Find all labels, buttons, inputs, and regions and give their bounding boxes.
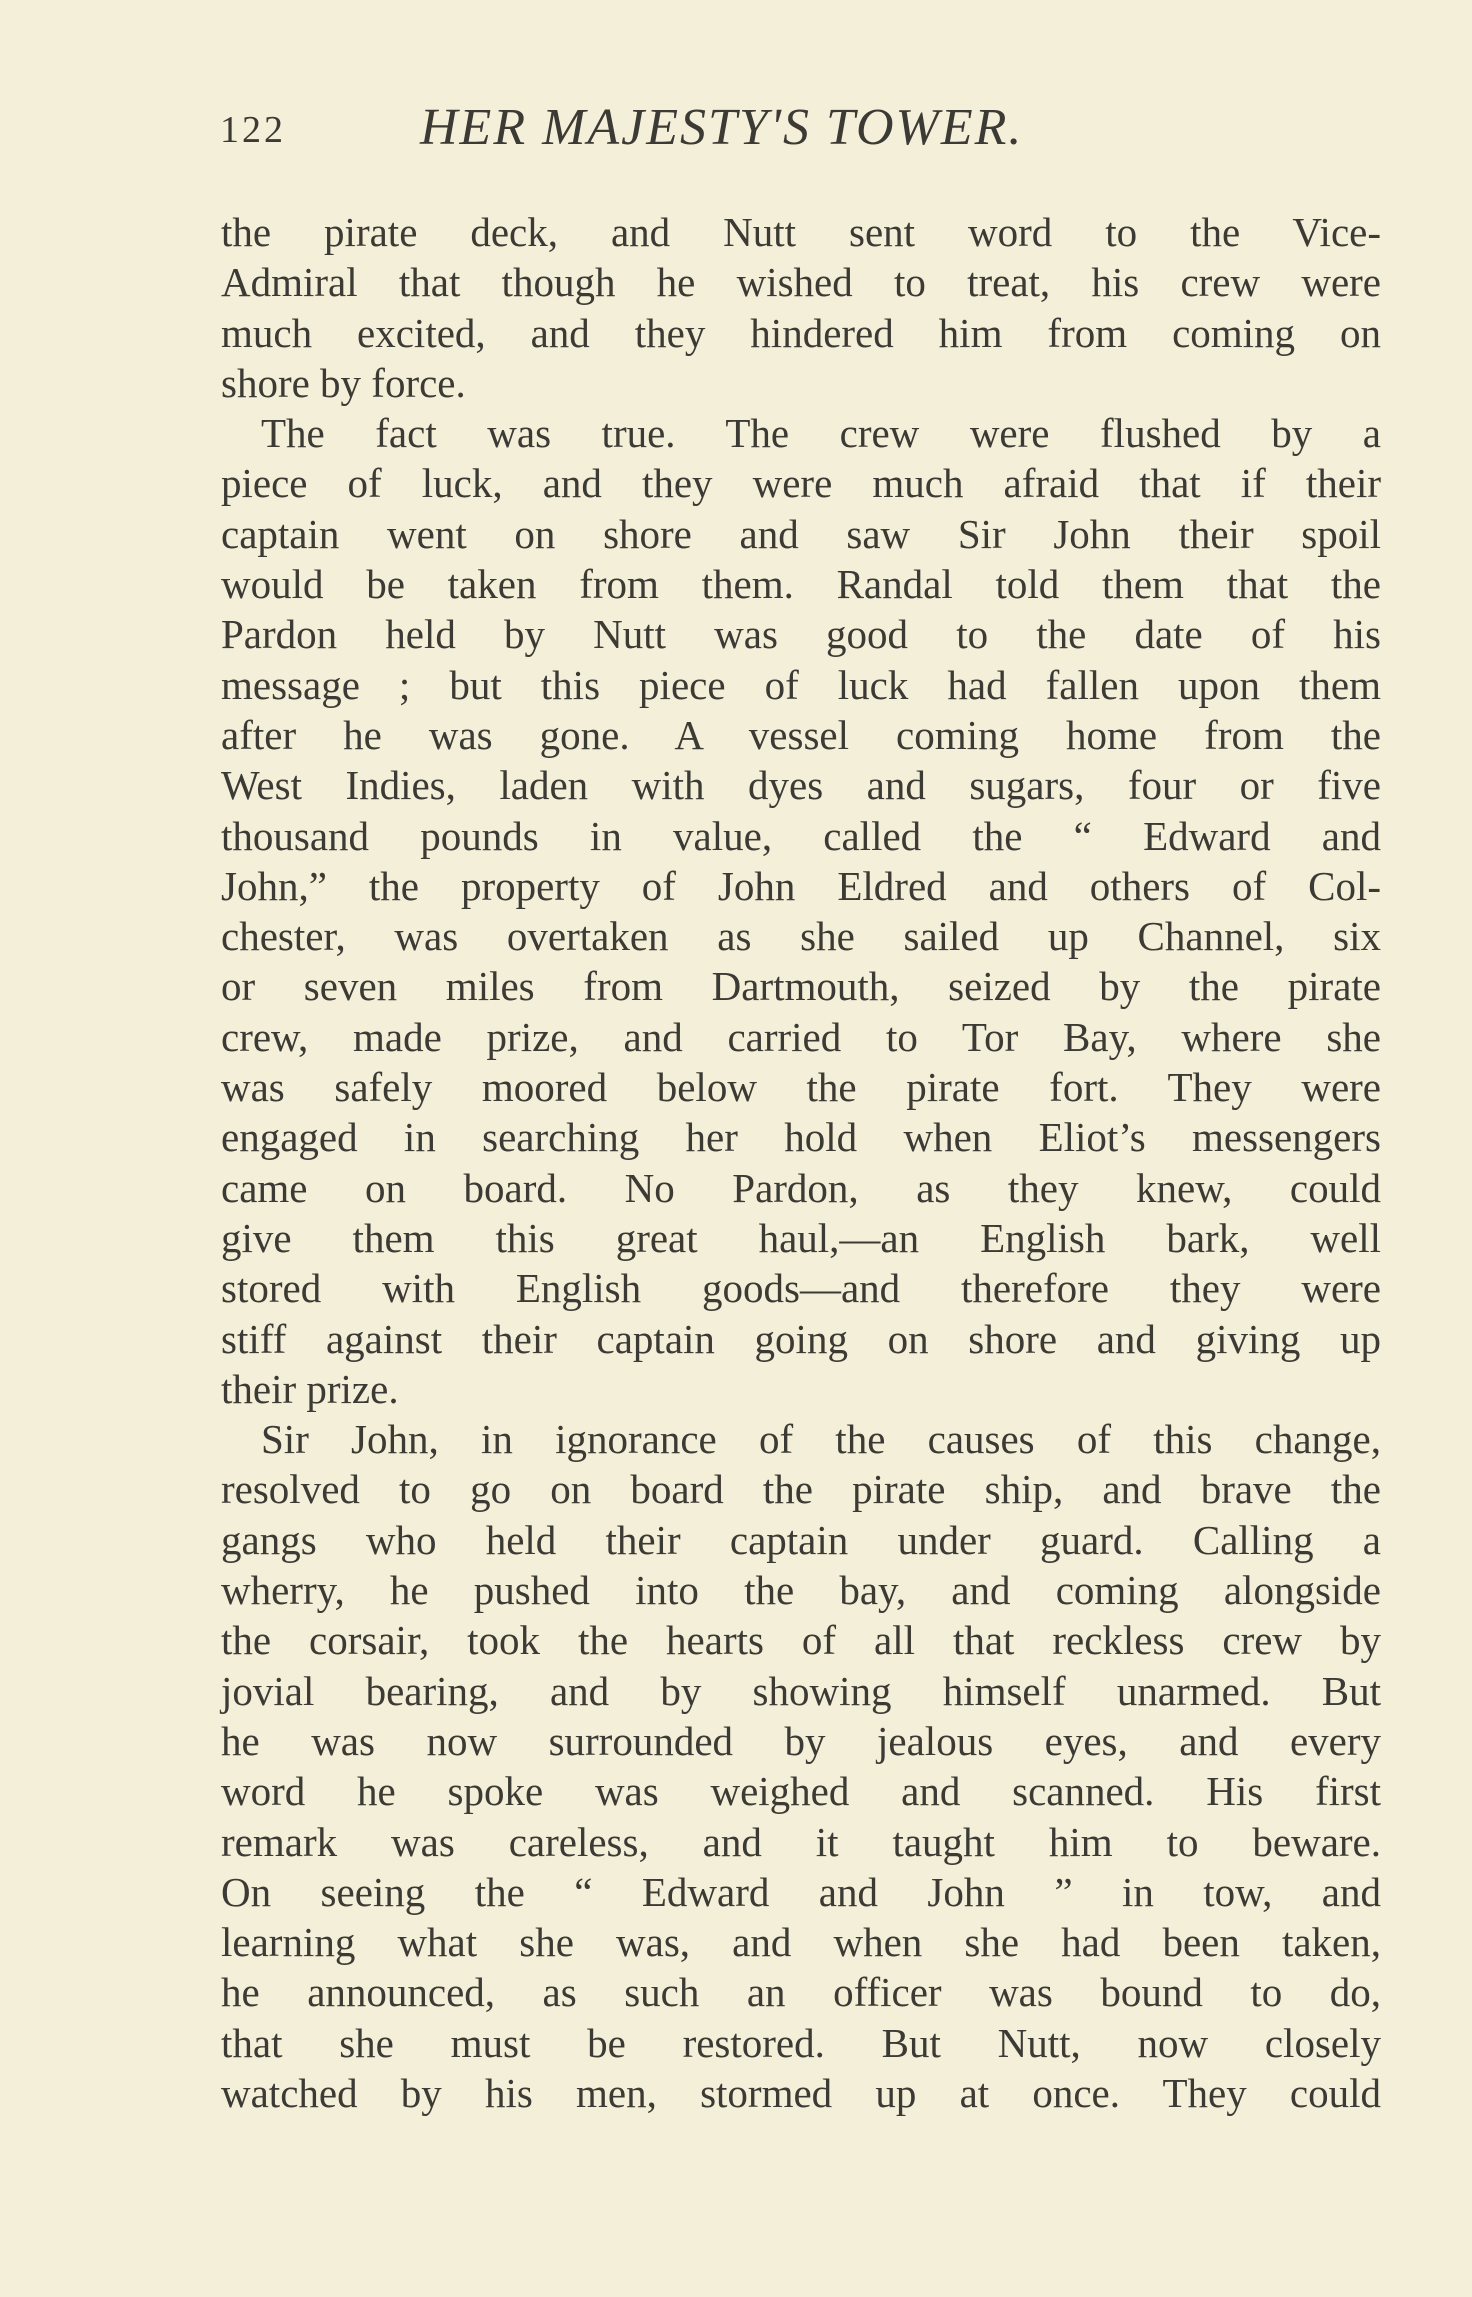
text-line: John,” the property of John Eldred and others of Col- bbox=[221, 862, 1381, 909]
text-line: learning what she was, and when she had been taken, bbox=[221, 1919, 1381, 1966]
text-line: that she must be restored. But Nutt, now closely bbox=[221, 2019, 1381, 2066]
text-line: would be taken from them. Randal told them that the bbox=[221, 561, 1381, 608]
text-line: stored with English goods—and therefore they were bbox=[221, 1265, 1381, 1312]
text-line: jovial bearing, and by showing himself unarmed. But bbox=[221, 1667, 1381, 1714]
text-line: captain went on shore and saw Sir John their spoil bbox=[221, 510, 1381, 557]
text-line: crew, made prize, and carried to Tor Bay, where she bbox=[221, 1013, 1381, 1060]
text-line: Admiral that though he wished to treat, his crew were bbox=[221, 259, 1381, 306]
text-line: their prize. bbox=[221, 1365, 399, 1412]
text-line: stiff against their captain going on shore and giving up bbox=[221, 1315, 1381, 1362]
text-line: or seven miles from Dartmouth, seized by the pirate bbox=[221, 963, 1381, 1010]
text-line: gangs who held their captain under guard. Calling a bbox=[221, 1516, 1381, 1563]
text-line: thousand pounds in value, called the “ Edward and bbox=[221, 812, 1381, 859]
text-line: was safely moored below the pirate fort. They were bbox=[221, 1064, 1381, 1111]
text-line: message ; but this piece of luck had fallen upon them bbox=[221, 661, 1381, 708]
text-line: he was now surrounded by jealous eyes, and every bbox=[221, 1717, 1381, 1764]
page-number: 122 bbox=[220, 109, 286, 151]
text-line: watched by his men, stormed up at once. They could bbox=[221, 2069, 1381, 2116]
text-line: the corsair, took the hearts of all that reckless crew by bbox=[221, 1617, 1381, 1664]
running-head-title: HER MAJESTY'S TOWER. bbox=[420, 99, 1024, 156]
text-line: engaged in searching her hold when Eliot’s messengers bbox=[221, 1114, 1381, 1161]
text-line: chester, was overtaken as she sailed up Channel, six bbox=[221, 913, 1381, 960]
text-line: give them this great haul,—an English bark, well bbox=[221, 1214, 1381, 1261]
text-line: The fact was true. The crew were flushed by a bbox=[261, 410, 1381, 457]
text-line: Pardon held by Nutt was good to the date of his bbox=[221, 611, 1381, 658]
text-line: piece of luck, and they were much afraid that if their bbox=[221, 460, 1381, 507]
text-line: came on board. No Pardon, as they knew, could bbox=[221, 1164, 1381, 1211]
body-text bbox=[221, 207, 1381, 2118]
text-line: West Indies, laden with dyes and sugars, four or five bbox=[221, 762, 1381, 809]
text-line: he announced, as such an officer was bound to do, bbox=[221, 1969, 1381, 2016]
text-line: shore by force. bbox=[221, 359, 466, 406]
text-line: On seeing the “ Edward and John ” in tow, and bbox=[221, 1868, 1381, 1915]
text-line: Sir John, in ignorance of the causes of this change, bbox=[261, 1416, 1381, 1463]
text-line: much excited, and they hindered him from coming on bbox=[221, 309, 1381, 356]
text-line: word he spoke was weighed and scanned. His first bbox=[221, 1768, 1381, 1815]
text-line: after he was gone. A vessel coming home from the bbox=[221, 711, 1381, 758]
text-line: wherry, he pushed into the bay, and coming alongside bbox=[221, 1567, 1381, 1614]
text-line: remark was careless, and it taught him to beware. bbox=[221, 1818, 1381, 1865]
text-line: the pirate deck, and Nutt sent word to the Vice- bbox=[221, 209, 1381, 255]
text-line: resolved to go on board the pirate ship, and brave the bbox=[221, 1466, 1381, 1513]
